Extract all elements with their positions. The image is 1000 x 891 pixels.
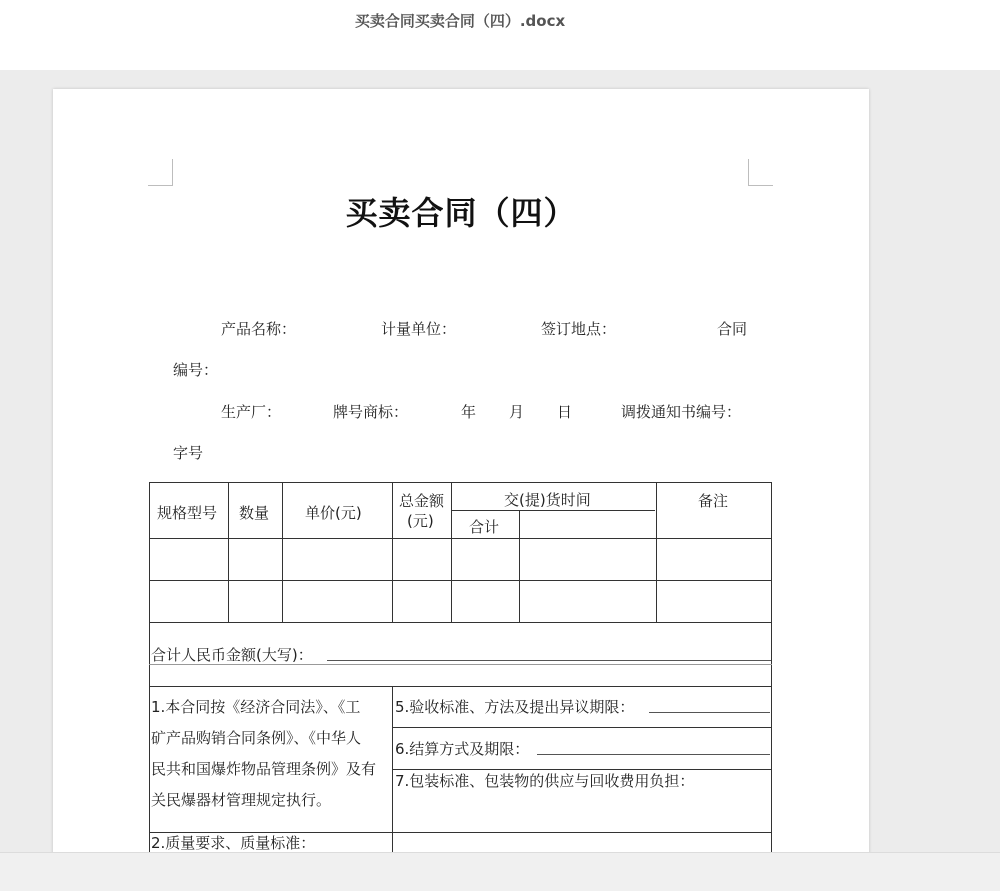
clause6-text: 6.结算方式及期限： [395,740,530,758]
document-title: 买卖合同买卖合同（四）.docx [354,12,566,30]
product-name-label: 产品名称： [221,320,297,338]
document-viewer[interactable] [0,70,1000,852]
header-total: 总金额 [399,492,445,510]
clause1-line4: 关民爆器材管理规定执行。 [151,791,332,809]
header-qty: 数量 [239,504,270,522]
contract-label: 合同 [717,320,748,338]
clause7-text: 7.包装标准、包装物的供应与回收费用负担： [395,772,695,790]
clause1-line3: 民共和国爆炸物品管理条例》及有 [151,760,377,778]
clause1-line1: 1.本合同按《经济合同法》、《工 [151,698,361,716]
header-model: 规格型号 [157,504,218,522]
sign-place-label: 签订地点： [541,320,617,338]
header-remark: 备注 [698,492,729,510]
document-page [53,89,869,852]
day-label: 日 [557,403,573,421]
title-bar [0,0,1000,70]
word-no-label: 字号 [173,444,204,462]
margin-corner-mark [148,159,173,186]
header-delivery: 交(提)货时间 [504,491,591,509]
header-subtotal: 合计 [469,518,500,536]
allocation-label: 调拨通知书编号： [621,403,742,421]
status-bar [0,852,1000,891]
margin-corner-mark [748,159,773,186]
unit-label: 计量单位： [381,320,457,338]
clause1-line2: 矿产品购销合同条例》、《中华人 [151,729,362,747]
year-label: 年 [461,403,477,421]
clause2-text: 2.质量要求、质量标准： [151,834,316,852]
clause5-text: 5.验收标准、方法及提出异议期限： [395,698,635,716]
contract-heading: 买卖合同（四） [345,194,577,232]
month-label: 月 [509,403,525,421]
header-total-unit: (元) [407,512,434,530]
header-price: 单价(元) [305,504,362,522]
manufacturer-label: 生产厂： [221,403,282,421]
total-rmb-label: 合计人民币金额(大写)： [151,646,313,664]
brand-label: 牌号商标： [333,403,409,421]
number-label: 编号： [173,361,219,379]
